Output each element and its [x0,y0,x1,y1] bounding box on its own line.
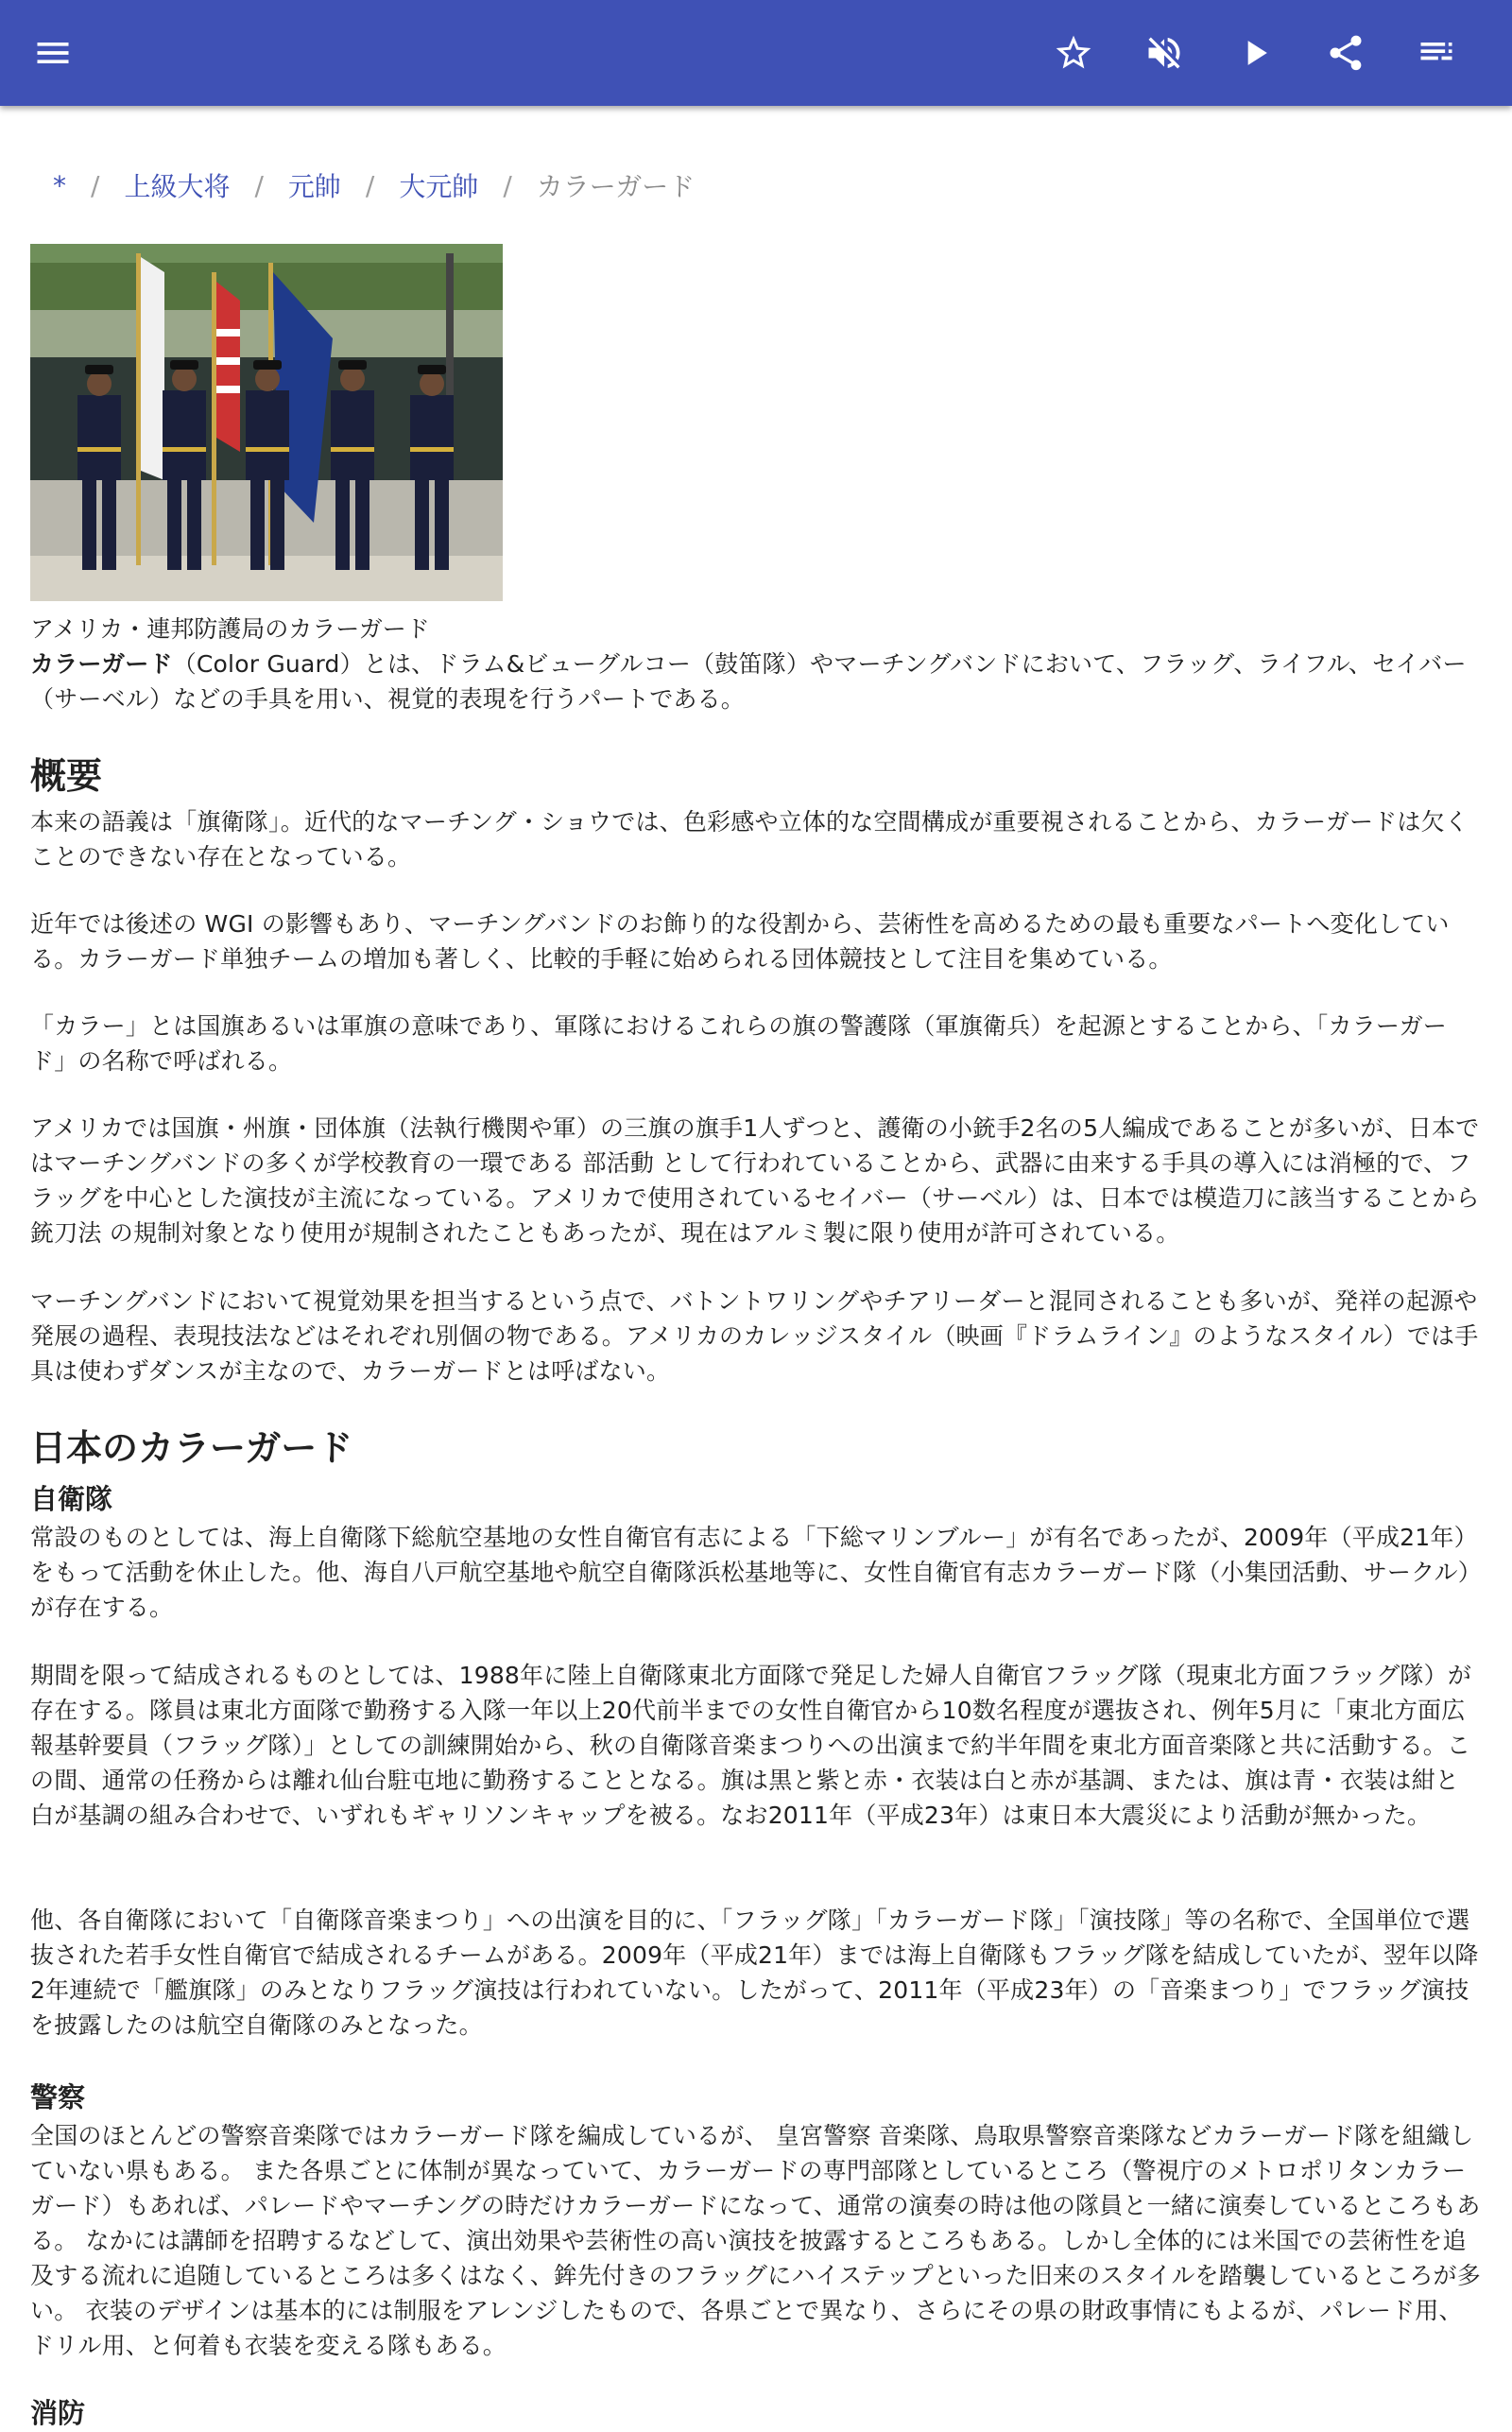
intro-text: （Color Guard）とは、ドラム&ビューグルコー（鼓笛隊）やマーチングバンドにおいて、フラッグ、ライフル、セイバー（サーベル）などの手具を用い、視覚的表現を行うパートである。 [30,650,1467,713]
playlist-icon[interactable] [1410,26,1463,79]
police-paragraph-1: 全国のほとんどの警察音楽隊ではカラーガード隊を編成しているが、 皇宮警察 音楽隊、鳥取県警察音楽隊などカラーガード隊を組織していない県もある。 また各県ごとに体制が異なっていて、カラーガードの専門部隊としているところ（警視庁のメトロポリタンカラーガード）もあれば、パレードやマーチングの時だけカラーガードになって、通常の演奏の時は他の隊員と一緒に演奏しているところもある。 なかには講師を招聘するなどして、演出効果や芸術性の高い演技を披露するところもある。しかし全体的には米国での芸術性を追及する流れに追随しているところは多くはなく、鉾先付きのフラッグにハイステップといった旧来のスタイルを踏襲しているところが多い。 衣装のデザインは基本的には制服をアレンジしたもので、各県ごとで異なり、さらにその県の財政事情にもよるが、パレード用、ドリル用、と何着も衣装を変える隊もある。 [30,2122,1481,2359]
breadcrumb-separator: / [365,169,375,201]
overview-paragraph-4: アメリカでは国旗・州旗・団体旗（法執行機関や軍）の三旗の旗手1人ずつと、護衛の小銃手2名の5人編成であることが多いが、日本ではマーチングバンドの多くが学校教育の一環である 部活動 として行われていることから、武器に由来する手具の導入には消極的で、フラッグを中心とした演技が主流になっている。アメリカで使用されているセイバー（サーベル）は、日本では模造刀に該当することから 銃刀法 の規制対象となり使用が規制されたこともあったが、現在はアルミ製に限り使用が許可されている。 [30,1114,1480,1247]
heading-overview: 概要 [30,755,103,797]
breadcrumb-link-1[interactable]: 上級大将 [124,171,231,202]
star-outline-icon[interactable] [1047,26,1100,79]
play-icon[interactable] [1228,26,1281,79]
breadcrumb-separator: / [254,169,264,201]
heading-japan: 日本のカラーガード [30,1427,353,1469]
heading-jsdf: 自衛隊 [30,1483,113,1515]
app-bar [0,0,1512,106]
image-caption: アメリカ・連邦防護局のカラーガード [30,615,430,643]
breadcrumb-link-root[interactable]: * [53,169,66,201]
article-image[interactable] [30,244,503,601]
jsdf-paragraph-3: 他、各自衛隊において「自衛隊音楽まつり」への出演を目的に、「フラッグ隊」「カラーガード隊」「演技隊」等の名称で、全国単位で選抜された若手女性自衛官で結成されるチームがある。2009年（平成21年）までは海上自衛隊もフラッグ隊を結成していたが、翌年以降2年連続で「艦旗隊」のみとなりフラッグ演技は行われていない。したがって、2011年（平成23年）の「音楽まつり」でフラッグ演技を披露したのは航空自衛隊のみとなった。 [30,1906,1479,2039]
breadcrumb-link-3[interactable]: 大元帥 [399,171,479,202]
breadcrumb-link-2[interactable]: 元帥 [287,171,341,202]
volume-off-icon[interactable] [1138,26,1191,79]
intro-paragraph [30,647,1482,716]
heading-fire: 消防 [30,2397,86,2429]
hamburger-menu-icon[interactable] [26,26,79,79]
breadcrumb-separator: / [91,169,100,201]
breadcrumb-separator: / [503,169,512,201]
breadcrumb-current: カラーガード [536,171,696,202]
overview-paragraph-2: 近年では後述の WGI の影響もあり、マーチングバンドのお飾り的な役割から、芸術性を高めるための最も重要なパートへ変化している。カラーガード単独チームの増加も著しく、比較的手軽に始められる団体競技として注目を集めている。 [30,910,1450,973]
share-icon[interactable] [1319,26,1372,79]
overview-paragraph-1: 本来の語義は「旗衛隊」。近代的なマーチング・ショウでは、色彩感や立体的な空間構成が重要視されることから、カラーガードは欠くことのできない存在となっている。 [30,808,1469,871]
jsdf-paragraph-2: 期間を限って結成されるものとしては、1988年に陸上自衛隊東北方面隊で発足した婦人自衛官フラッグ隊（現東北方面フラッグ隊）が存在する。隊員は東北方面隊で勤務する入隊一年以上20代前半までの女性自衛官から10数名程度が選抜され、例年5月に「東北方面広報基幹要員（フラッグ隊）」としての訓練開始から、秋の自衛隊音楽まつりへの出演まで約半年間を東北方面音楽隊と共に活動する。この間、通常の任務からは離れ仙台駐屯地に勤務することとなる。旗は黒と紫と赤・衣装は白と赤が基調、または、旗は青・衣装は紺と白が基調の組み合わせで、いずれもギャリソンキャップを被る。なお2011年（平成23年）は東日本大震災により活動が無かった。 [30,1662,1472,1829]
intro-term: カラーガード [30,650,173,678]
jsdf-paragraph-1: 常設のものとしては、海上自衛隊下総航空基地の女性自衛官有志による「下総マリンブルー」が有名であったが、2009年（平成21年）をもって活動を休止した。他、海自八戸航空基地や航空自衛隊浜松基地等に、女性自衛官有志カラーガード隊（小集団活動、サークル）が存在する。 [30,1524,1482,1621]
overview-paragraph-3: 「カラー」とは国旗あるいは軍旗の意味であり、軍隊におけるこれらの旗の警護隊（軍旗衛兵）を起源とすることから、「カラーガード」の名称で呼ばれる。 [30,1012,1448,1075]
heading-police: 警察 [30,2081,86,2113]
breadcrumb [53,166,695,204]
overview-paragraph-5: マーチングバンドにおいて視覚効果を担当するという点で、バトントワリングやチアリーダーと混同されることも多いが、発祥の起源や発展の過程、表現技法などはそれぞれ別個の物である。アメリカのカレッジスタイル（映画『ドラムライン』のようなスタイル）では手具は使わずダンスが主なので、カラーガードとは呼ばない。 [30,1287,1479,1385]
